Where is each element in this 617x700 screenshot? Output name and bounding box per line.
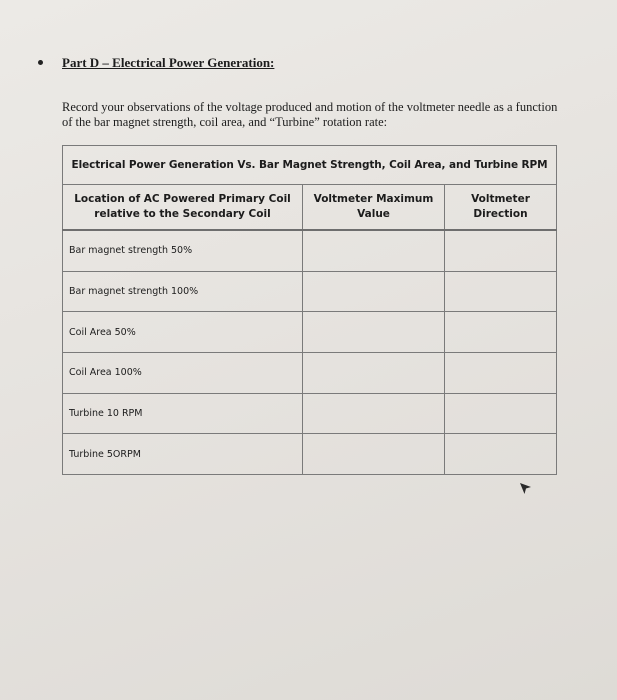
direction-cell[interactable] (445, 352, 557, 393)
table-row (63, 230, 557, 271)
row-label: Coil Area 100% (63, 352, 303, 393)
table-row (63, 312, 557, 353)
table-row (63, 352, 557, 393)
mouse-pointer-icon (519, 482, 533, 496)
max-value-cell[interactable] (303, 271, 445, 312)
row-label: Bar magnet strength 50% (63, 230, 303, 271)
observation-table (62, 145, 556, 475)
section-title: Part D – Electrical Power Generation: (62, 55, 275, 70)
direction-cell[interactable] (445, 230, 557, 271)
row-label: Coil Area 50% (63, 312, 303, 353)
table-header-row (63, 185, 557, 231)
row-label: Turbine 10 RPM (63, 393, 303, 434)
direction-cell[interactable] (445, 271, 557, 312)
table-title: Electrical Power Generation Vs. Bar Magnet Strength, Coil Area, and Turbine RPM (63, 146, 557, 185)
instructions-text: Record your observations of the voltage produced and motion of the voltmeter needle as a function of the bar magnet strength, coil area, and “Turbine” rotation rate: (62, 100, 558, 129)
max-value-cell[interactable] (303, 393, 445, 434)
column-header-voltmeter-max: Voltmeter Maximum Value (303, 185, 445, 231)
table-row (63, 434, 557, 475)
row-label: Turbine 5ORPM (63, 434, 303, 475)
max-value-cell[interactable] (303, 312, 445, 353)
table-title-row (63, 146, 557, 185)
table-row (63, 393, 557, 434)
direction-cell[interactable] (445, 312, 557, 353)
direction-cell[interactable] (445, 434, 557, 475)
max-value-cell[interactable] (303, 434, 445, 475)
table-row (63, 271, 557, 312)
bullet-dot-icon (38, 60, 43, 65)
column-header-location: Location of AC Powered Primary Coil relative to the Secondary Coil (63, 185, 303, 231)
row-label: Bar magnet strength 100% (63, 271, 303, 312)
max-value-cell[interactable] (303, 352, 445, 393)
column-header-voltmeter-direction: Voltmeter Direction (445, 185, 557, 231)
direction-cell[interactable] (445, 393, 557, 434)
max-value-cell[interactable] (303, 230, 445, 271)
